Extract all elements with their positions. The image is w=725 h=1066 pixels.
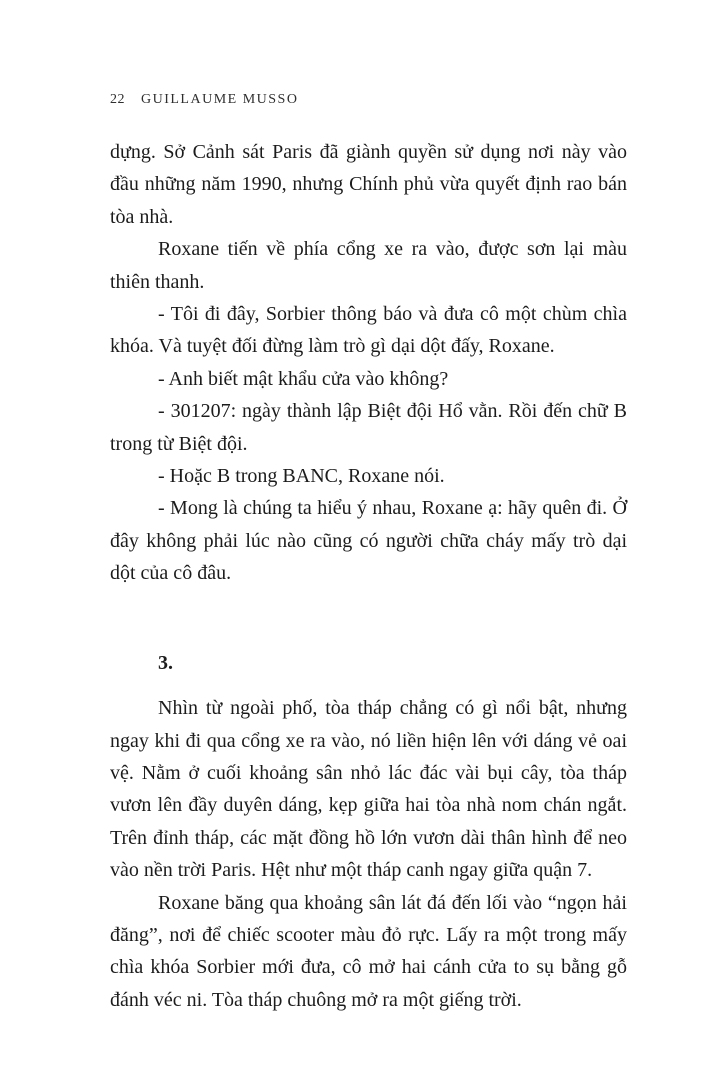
paragraph-continuation: dựng. Sở Cảnh sát Paris đã giành quyền sử dụng nơi này vào đầu những năm 1990, nhưng Chính phủ vừa quyết định rao bán tòa nhà.: [110, 141, 627, 228]
paragraph: Nhìn từ ngoài phố, tòa tháp chẳng có gì nổi bật, nhưng ngay khi đi qua cổng xe ra vào, nó liền hiện lên với dáng vẻ oai vệ. Nằm ở cuối khoảng sân nhỏ lác đác vài bụi cây, tòa tháp vươn lên đầy duyên dáng, kẹp giữa hai tòa nhà nom chán ngắt. Trên đỉnh tháp, các mặt đồng hồ lớn vươn dài thân hình để neo vào nền trời Paris. Hệt như một tháp canh ngay giữa quận 7.: [110, 697, 627, 882]
paragraph-dialogue: - Tôi đi đây, Sorbier thông báo và đưa cô một chùm chìa khóa. Và tuyệt đối đừng làm trò gì dại dột đấy, Roxane.: [110, 303, 627, 358]
paragraph-dialogue: - Mong là chúng ta hiểu ý nhau, Roxane ạ: hãy quên đi. Ở đây không phải lúc nào cũng có người chữa cháy mấy trò dại dột của cô đâu.: [110, 497, 627, 585]
running-header-author: GUILLAUME MUSSO: [141, 92, 299, 107]
paragraph: Roxane băng qua khoảng sân lát đá đến lối vào “ngọn hải đăng”, nơi để chiếc scooter màu đỏ rực. Lấy ra một trong mấy chìa khóa Sorbier mới đưa, cô mở hai cánh cửa to sụ bằng gỗ đánh véc ni. Tòa tháp chuông mở ra một giếng trời.: [110, 891, 627, 1011]
paragraph-dialogue: - 301207: ngày thành lập Biệt đội Hổ vằn. Rồi đến chữ B trong từ Biệt đội.: [110, 400, 627, 455]
paragraph-dialogue: - Hoặc B trong BANC, Roxane nói.: [158, 465, 445, 488]
page-number: 22: [110, 92, 125, 107]
page-header: [110, 92, 627, 108]
paragraph: Roxane tiến về phía cổng xe ra vào, được sơn lại màu thiên thanh.: [110, 238, 627, 293]
section-heading: 3.: [158, 651, 173, 674]
paragraph-dialogue: - Anh biết mật khẩu cửa vào không?: [158, 367, 449, 390]
body-text: [110, 136, 627, 1016]
